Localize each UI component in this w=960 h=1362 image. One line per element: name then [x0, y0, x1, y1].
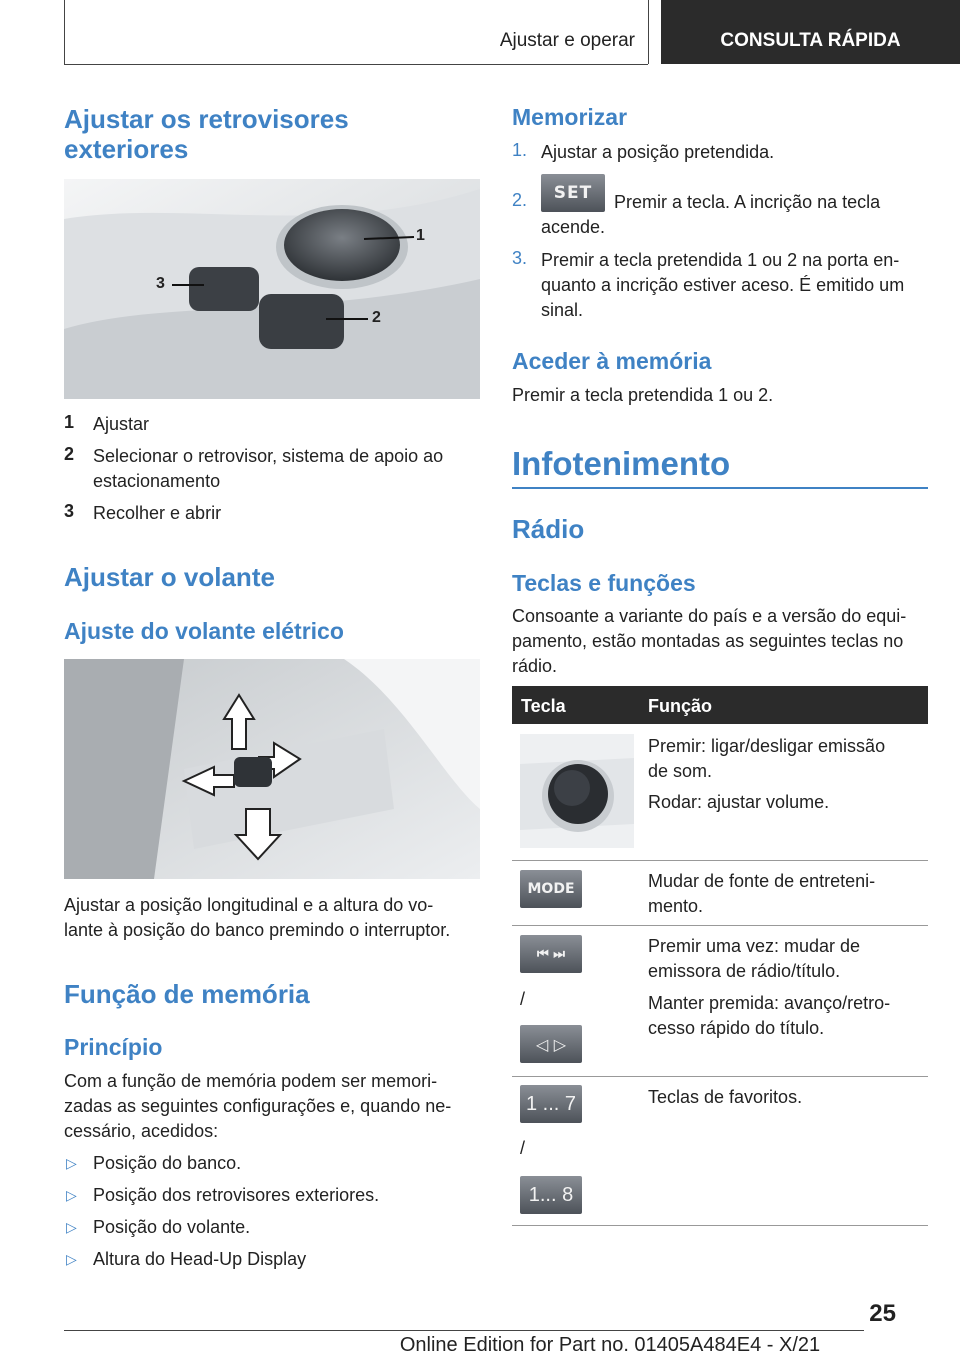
- recall-title: Aceder à memória: [512, 348, 712, 374]
- key-separator: /: [520, 1138, 526, 1158]
- callout-2: 2: [372, 309, 381, 326]
- row-divider: [512, 925, 928, 926]
- memory-title: Função de memória: [64, 979, 310, 1009]
- mode-key-icon: [520, 870, 582, 908]
- list-item: Altura do Head-Up Display: [93, 1249, 307, 1269]
- row-divider: [512, 1225, 928, 1226]
- favorites-7-key-label: 1 ... 7: [525, 1092, 577, 1115]
- function-line: Premir uma vez: mudar de: [648, 936, 861, 956]
- infotainment-title: Infotenimento: [512, 445, 731, 482]
- mirror-controls-illustration: [64, 179, 480, 399]
- mirrors-title-line2: exteriores: [64, 134, 189, 164]
- bullet-icon: ▷: [66, 1219, 77, 1235]
- step-text: acende.: [541, 217, 606, 237]
- header-rule: [64, 64, 648, 65]
- column-header-key: Tecla: [521, 696, 566, 716]
- steering-text-line1: Ajustar a posição longitudinal e a altura do vo-: [64, 895, 434, 915]
- steering-text: [64, 893, 450, 943]
- function-line: de som.: [648, 761, 713, 781]
- memory-text-line3: cessário, acedidos:: [64, 1121, 219, 1141]
- steering-switch-illustration: [64, 659, 480, 879]
- seek-keys-label: ◁ ▷: [535, 1034, 567, 1054]
- list-item: Posição do banco.: [93, 1153, 242, 1173]
- list-item: Posição do volante.: [93, 1217, 251, 1237]
- table-cell-function: [648, 991, 890, 1041]
- step-text-line1: Premir a tecla pretendida 1 ou 2 na porta en-: [541, 250, 900, 270]
- function-line: Rodar: ajustar volume.: [648, 792, 830, 812]
- recall-text: Premir a tecla pretendida 1 ou 2.: [512, 385, 774, 405]
- callout-3: 3: [156, 275, 165, 292]
- infotainment-rule: [512, 487, 928, 489]
- row-divider: [512, 1076, 928, 1077]
- step-text: [541, 248, 904, 323]
- favorites-8-key-icon: [520, 1176, 582, 1214]
- keys-intro-line3: rádio.: [512, 656, 558, 676]
- memory-subtitle: Princípio: [64, 1034, 163, 1060]
- mirrors-title-line1: Ajustar os retrovisores: [64, 104, 349, 134]
- memorize-title: Memorizar: [512, 104, 628, 130]
- function-line: Premir: ligar/desligar emissão: [648, 736, 886, 756]
- volume-knob-illustration: [520, 734, 634, 848]
- column-header-function: Função: [648, 696, 713, 716]
- legend-text: Selecionar o retrovisor, sistema de apoio ao: [93, 446, 444, 466]
- volume-knob-icon: [520, 734, 634, 848]
- footer-rule: [64, 1330, 864, 1331]
- keys-intro: [512, 604, 906, 679]
- memory-text-line1: Com a função de memória podem ser memori-: [64, 1071, 438, 1091]
- legend-text: Recolher e abrir: [93, 503, 222, 523]
- bullet-icon: ▷: [66, 1251, 77, 1267]
- table-cell-function: [648, 734, 885, 784]
- header-section-label: Ajustar e operar: [499, 30, 635, 51]
- table-cell-function: [648, 934, 860, 984]
- function-line: cesso rápido do título.: [648, 1018, 825, 1038]
- steering-text-line2: lante à posição do banco premindo o interruptor.: [64, 920, 451, 940]
- bullet-icon: ▷: [66, 1187, 77, 1203]
- page-number: 25: [869, 1300, 896, 1327]
- callout-1: 1: [416, 227, 425, 244]
- memory-text-line2: zadas as seguintes configurações e, quando ne-: [64, 1096, 452, 1116]
- header-tab-label: CONSULTA RÁPIDA: [720, 30, 901, 51]
- function-line: Teclas de favoritos.: [648, 1087, 803, 1107]
- keys-intro-line2: pamento, estão montadas as seguintes teclas no: [512, 631, 904, 651]
- mirrors-title: [64, 104, 349, 164]
- mirror-controls-photo: [64, 179, 480, 399]
- step-text: Premir a tecla. A incrição na tecla: [614, 192, 881, 212]
- row-divider: [512, 860, 928, 861]
- keys-title: Teclas e funções: [512, 570, 696, 596]
- step-text-line3: sinal.: [541, 300, 584, 320]
- favorites-7-key-icon: [520, 1085, 582, 1123]
- set-key-icon: [541, 174, 605, 212]
- legend-number: 3: [64, 501, 75, 521]
- function-line: emissora de rádio/título.: [648, 961, 841, 981]
- key-separator: /: [520, 989, 526, 1009]
- header-divider: [648, 0, 649, 64]
- set-key-label: SET: [553, 183, 593, 203]
- function-line: mento.: [648, 896, 704, 916]
- steering-switch-photo: [64, 659, 480, 879]
- mode-key-label: MODE: [527, 881, 575, 897]
- keys-intro-line1: Consoante a variante do país e a versão do equi-: [512, 606, 907, 626]
- radio-title: Rádio: [512, 514, 585, 544]
- memory-text: [64, 1069, 451, 1144]
- table-header: [512, 686, 928, 724]
- table-cell-function: [648, 869, 875, 919]
- function-line: Manter premida: avanço/retro-: [648, 993, 891, 1013]
- steering-subtitle: Ajuste do volante elétrico: [64, 618, 344, 644]
- list-item: Posição dos retrovisores exteriores.: [93, 1185, 380, 1205]
- seek-keys-icon: [520, 1025, 582, 1063]
- legend-text: Ajustar: [93, 414, 150, 434]
- skip-keys-label: ⏮ ⏭: [537, 946, 565, 962]
- legend-number: 2: [64, 444, 75, 464]
- header-tab-quick-reference[interactable]: [661, 0, 960, 64]
- step-text: Ajustar a posição pretendida.: [541, 142, 775, 162]
- step-number: 2.: [512, 190, 528, 210]
- favorites-8-key-label: 1... 8: [528, 1183, 574, 1206]
- legend-number: 1: [64, 412, 75, 432]
- steering-title: Ajustar o volante: [64, 562, 275, 592]
- skip-keys-icon: [520, 935, 582, 973]
- legend-text: estacionamento: [93, 471, 221, 491]
- step-number: 1.: [512, 140, 528, 160]
- function-line: Mudar de fonte de entreteni-: [648, 871, 876, 891]
- bullet-icon: ▷: [66, 1155, 77, 1171]
- step-number: 3.: [512, 248, 528, 268]
- footer-edition: Online Edition for Part no. 01405A484E4 - X/21: [399, 1334, 821, 1356]
- step-text-line2: quanto a incrição estiver aceso. É emitido um: [541, 275, 905, 295]
